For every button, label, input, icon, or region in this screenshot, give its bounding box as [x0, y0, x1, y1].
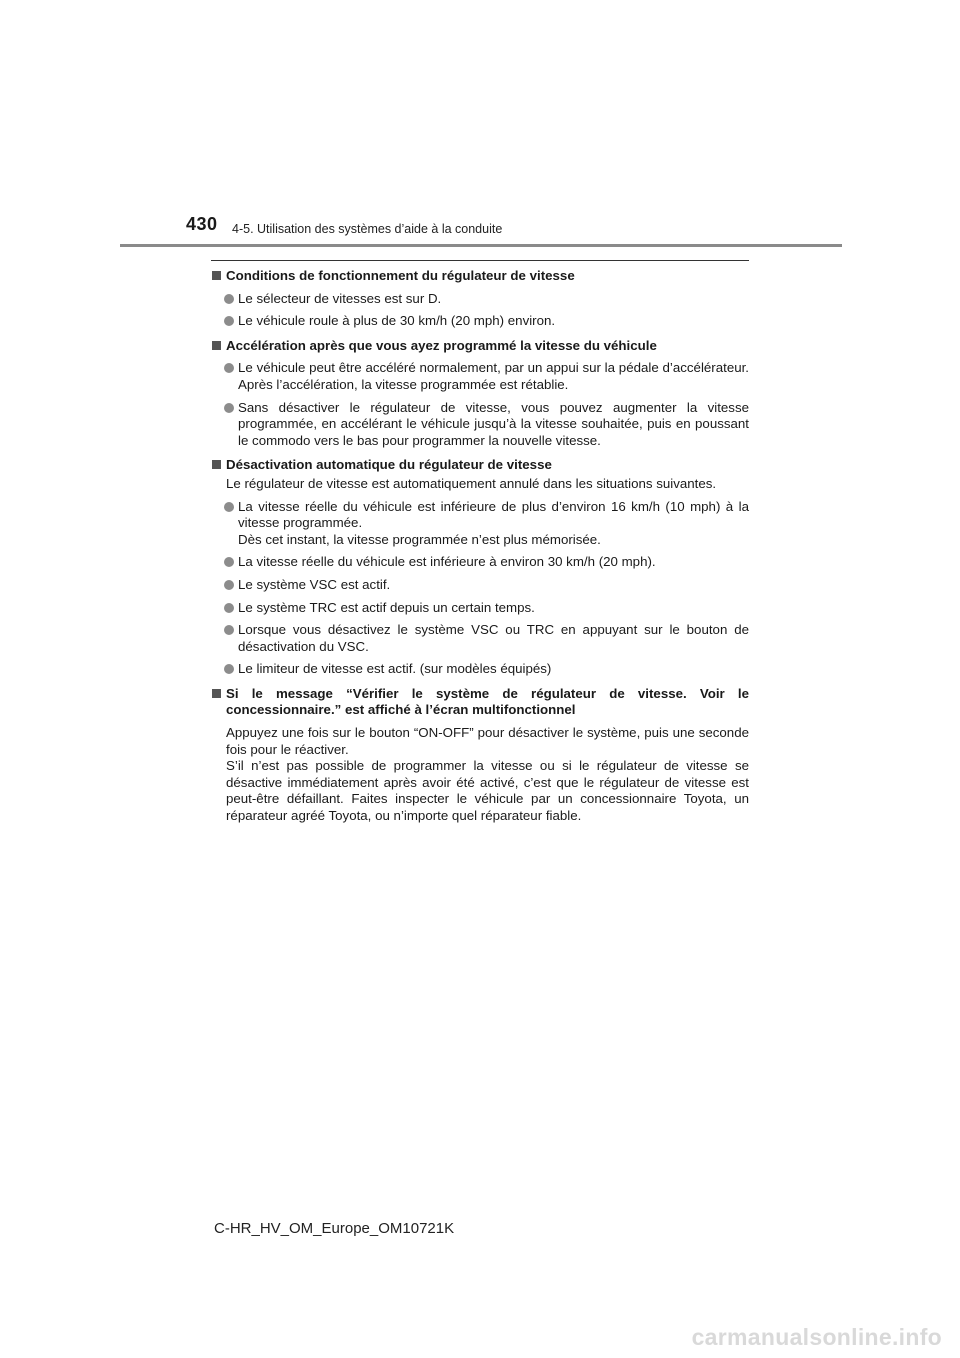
- round-bullet-icon: [224, 502, 234, 512]
- list-item-text: Le véhicule peut être accéléré normalement, par un appui sur la pédale d’accélérateur. Après l’accélération, la vitesse programmée est rétablie.: [238, 360, 749, 392]
- round-bullet-icon: [224, 363, 234, 373]
- list-item: [211, 622, 749, 655]
- watermark: carmanualsonline.info: [691, 1324, 942, 1350]
- square-bullet-icon: [212, 460, 221, 469]
- list-item-text: Le véhicule roule à plus de 30 km/h (20 mph) environ.: [238, 313, 556, 329]
- round-bullet-icon: [224, 664, 234, 674]
- list-item-text: La vitesse réelle du véhicule est inférieure de plus d’environ 16 km/h (10 mph) à la vitesse programmée.: [238, 498, 749, 531]
- round-bullet-icon: [224, 580, 234, 590]
- list-item: [211, 499, 749, 549]
- list-item: [211, 661, 749, 678]
- square-bullet-icon: [212, 341, 221, 350]
- section-paragraph: S’il n’est pas possible de programmer la vitesse ou si le régulateur de vitesse se désactive immédiatement après avoir été activé, c’est que le régulateur de vitesse est peut-être défaillant. Faites inspecter le véhicule par un concessionnaire Toyota, un réparateur agréé Toyota, ou n’importe quel réparateur fiable.: [226, 758, 749, 824]
- list-item: [211, 577, 749, 594]
- page-number: 430: [186, 214, 218, 234]
- square-bullet-icon: [212, 689, 221, 698]
- section-title: Désactivation automatique du régulateur de vitesse: [226, 457, 552, 473]
- list-item: [211, 600, 749, 617]
- list-item-text: Le limiteur de vitesse est actif. (sur modèles équipés): [238, 661, 552, 677]
- list-item-text: Le sélecteur de vitesses est sur D.: [238, 290, 442, 306]
- chapter-title: 4-5. Utilisation des systèmes d’aide à la conduite: [232, 222, 503, 236]
- section-title: Si le message “Vérifier le système de régulateur de vitesse. Voir le concessionnaire.” est affiché à l’écran multifonctionnel: [226, 685, 749, 718]
- header-rule: [120, 244, 842, 247]
- round-bullet-icon: [224, 603, 234, 613]
- section-intro: Le régulateur de vitesse est automatiquement annulé dans les situations suivantes.: [226, 475, 717, 491]
- section-heading: [211, 268, 749, 285]
- section-heading: [211, 686, 749, 719]
- section-rule: [211, 260, 749, 261]
- list-item: [211, 554, 749, 571]
- round-bullet-icon: [224, 625, 234, 635]
- section-title: Accélération après que vous ayez programmé la vitesse du véhicule: [226, 337, 657, 353]
- section-heading: [211, 338, 749, 355]
- list-item-text: Le système VSC est actif.: [238, 576, 391, 592]
- content-body: [211, 267, 749, 825]
- list-item: [211, 400, 749, 450]
- round-bullet-icon: [224, 316, 234, 326]
- section-heading: [211, 457, 749, 474]
- list-item: [211, 291, 749, 308]
- round-bullet-icon: [224, 403, 234, 413]
- list-item-note: Dès cet instant, la vitesse programmée n’est plus mémorisée.: [238, 531, 601, 547]
- list-item-text: Sans désactiver le régulateur de vitesse, vous pouvez augmenter la vitesse programmée, en accélérant le véhicule jusqu’à la vitesse souhaitée, puis en poussant le commodo vers le bas pour programmer la nouvelle vitesse.: [238, 399, 749, 448]
- list-item-text: Lorsque vous désactivez le système VSC ou TRC en appuyant sur le bouton de désactivation du VSC.: [238, 622, 749, 654]
- section-paragraph: Appuyez une fois sur le bouton “ON-OFF” pour désactiver le système, puis une seconde fois pour le réactiver.: [226, 725, 749, 757]
- section-title: Conditions de fonctionnement du régulateur de vitesse: [226, 268, 575, 283]
- list-item-text: Le système TRC est actif depuis un certain temps.: [238, 599, 535, 615]
- document-code: C-HR_HV_OM_Europe_OM10721K: [214, 1220, 455, 1237]
- list-item-text: La vitesse réelle du véhicule est inférieure à environ 30 km/h (20 mph).: [238, 554, 656, 570]
- round-bullet-icon: [224, 294, 234, 304]
- square-bullet-icon: [212, 271, 221, 280]
- list-item: [211, 360, 749, 393]
- list-item: [211, 313, 749, 330]
- round-bullet-icon: [224, 557, 234, 567]
